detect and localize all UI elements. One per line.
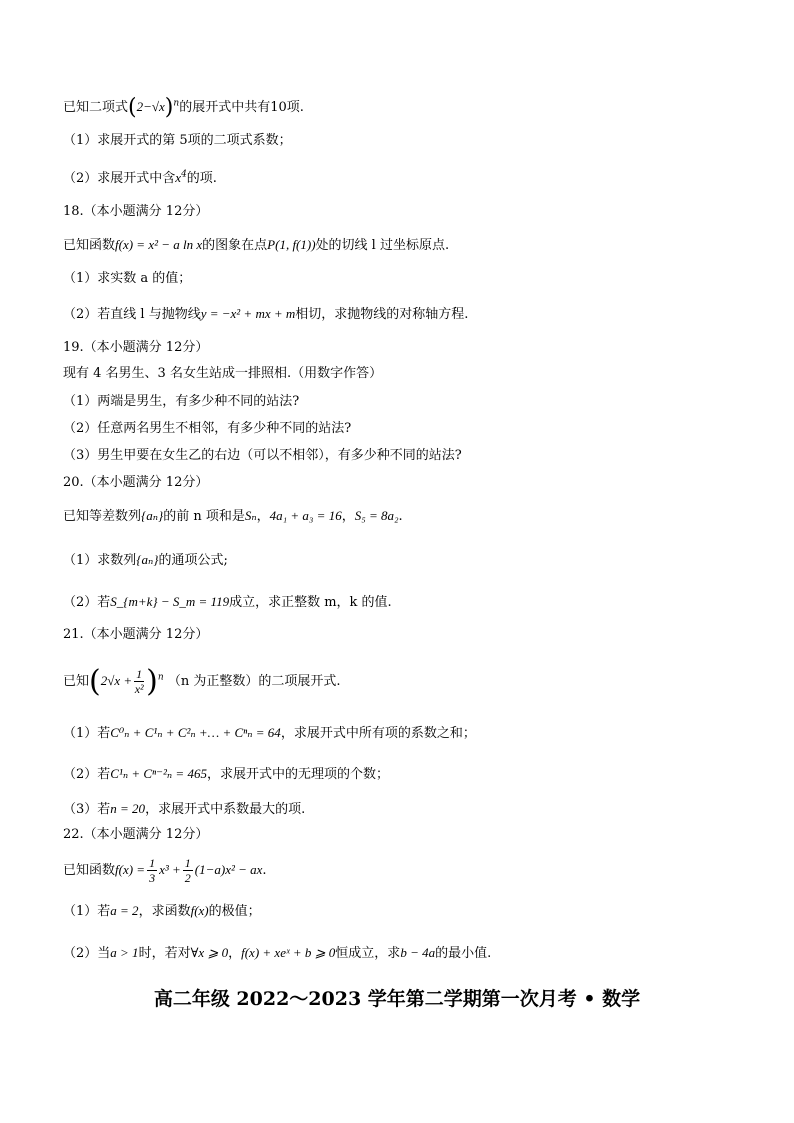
q22-part1-tail: 的极值；: [208, 904, 261, 919]
q20-part1-sequence: {aₙ}: [136, 552, 159, 567]
q18-part2-tail: 相切，求抛物线的对称轴方程.: [295, 307, 469, 322]
q22-fraction-2-num: 1: [184, 856, 191, 870]
q22-part2-text: （2）当: [63, 946, 111, 961]
q17-part2-text: （2）求展开式中含: [63, 171, 176, 186]
q21-part1-tail: ，求展开式中所有项的系数之和；: [280, 726, 476, 741]
q21-part3: [63, 800, 305, 819]
q21-exponent: n: [157, 672, 164, 683]
q18-header: 18.（本小题满分 12分）: [63, 204, 209, 219]
q21-combination-equation: C¹ₙ + Cⁿ⁻²ₙ = 465: [110, 766, 207, 781]
q22-part1-function: f(x): [190, 903, 209, 918]
q18-part1: （1）求实数 a 的值；: [63, 271, 192, 286]
q21-n-value: n = 20: [110, 801, 146, 816]
q17-part2: [63, 169, 217, 188]
q20-part1-tail: 的通项公式;: [158, 553, 228, 568]
q20-condition-1: 4a₁ + a₃ = 16: [269, 508, 342, 523]
q18-parabola: y = −x² + mx + m: [200, 306, 296, 321]
q17-intro-text: 已知二项式: [63, 100, 129, 115]
q21-binomial-left: 2√x +: [100, 673, 133, 688]
q22-part2: [63, 944, 491, 963]
q18-part2: [63, 305, 468, 324]
exam-footer-title: 高二年级 2022～2023 学年第二学期第一次月考 • 数学: [153, 988, 641, 1010]
q20-part2-tail: 成立，求正整数 m，k 的值.: [229, 595, 392, 610]
q20-intro: 已知等差数列{aₙ}的前 n 项和是Sₙ，4a₁ + a₃ = 16，S₅ = 8a₂.: [63, 508, 403, 524]
q17-term-exp: 4: [181, 169, 187, 180]
q22-fraction-2-den: 2: [184, 871, 191, 885]
q22-part1-text: （1）若: [63, 904, 111, 919]
q19-intro: 现有 4 名男生、3 名女生站成一排照相.（用数字作答）: [63, 366, 383, 381]
q21-intro-text: 已知: [63, 674, 90, 689]
q20-header: 20.（本小题满分 12分）: [63, 475, 209, 490]
q21-part2: [63, 765, 389, 784]
q21-header: 21.（本小题满分 12分）: [63, 627, 209, 642]
q22-forall: ∀x ⩾ 0: [190, 945, 229, 960]
q21-part1: [63, 724, 476, 743]
q18-part2-text: （2）若直线 l 与抛物线: [63, 307, 201, 322]
q21-part3-text: （3）若: [63, 802, 111, 817]
q17-part2-tail: 的项.: [186, 171, 217, 186]
q21-part2-tail: ，求展开式中的无理项的个数；: [206, 767, 389, 782]
q18-intro: [63, 236, 449, 255]
q22-fraction-1-num: 1: [149, 856, 156, 870]
q22-fraction-1: [147, 856, 157, 885]
q21-part1-text: （1）若: [63, 726, 111, 741]
q21-part2-text: （2）若: [63, 767, 111, 782]
q22-intro-text: 已知函数: [63, 863, 116, 878]
q22-part2-mid: 时，若对: [138, 946, 191, 961]
q20-part1: [63, 551, 228, 570]
q22-part2-mid2: 恒成立，求: [335, 946, 401, 961]
q20-part2-text: （2）若: [63, 595, 111, 610]
q17-binomial: 2−√x: [136, 99, 165, 114]
q22-inequality: f(x) + xeˣ + b ⩾ 0: [241, 945, 336, 960]
q18-intro-mid: 的图象在点: [202, 238, 268, 253]
q21-intro-tail: （n 为正整数）的二项展开式.: [167, 674, 341, 689]
q17-part1: （1）求展开式的第 5项的二项式系数；: [63, 133, 292, 148]
q18-function: f(x) = x² − a ln x: [115, 237, 203, 252]
q22-a-condition: a > 1: [110, 945, 139, 960]
q22-part1-mid: ，求函数: [138, 904, 191, 919]
q20-intro-text: 已知等差数列: [63, 509, 142, 524]
q18-intro-text: 已知函数: [63, 238, 116, 253]
q22-header: 22.（本小题满分 12分）: [63, 827, 209, 842]
q22-part1: [63, 902, 261, 921]
q17-intro-tail: 的展开式中共有10项.: [179, 100, 304, 115]
q22-function-tail: (1−a)x² − ax: [194, 862, 263, 877]
q18-intro-tail: 处的切线 l 过坐标原点.: [315, 238, 450, 253]
q19-part1: （1）两端是男生，有多少种不同的站法?: [63, 394, 300, 409]
q19-header: 19.（本小题满分 12分）: [63, 340, 209, 355]
q22-intro: [63, 855, 267, 886]
q21-part3-tail: ，求展开式中系数最大的项.: [145, 802, 306, 817]
q22-target-expr: b − 4a: [400, 945, 436, 960]
q21-fraction: [134, 667, 144, 696]
q22-function-mid: x³ +: [159, 862, 181, 877]
q22-function-lhs: f(x) =: [115, 862, 146, 877]
q20-sequence: {aₙ}: [141, 508, 164, 523]
q21-intro: 已知(2√x + $\frac{1}{\text{x²}}$ )$^n$ （n 为正整数）的二项展开式.: [63, 664, 341, 699]
q22-comma: ，: [228, 946, 242, 961]
q22-a-value: a = 2: [110, 903, 139, 918]
q17-exponent: n: [173, 98, 180, 109]
q20-part1-text: （1）求数列: [63, 553, 137, 568]
q20-part2: [63, 593, 392, 612]
q21-fraction-den: x²: [134, 682, 144, 696]
q19-part2: （2）任意两名男生不相邻，有多少种不同的站法?: [63, 421, 352, 436]
q20-condition-2: S₅ = 8a₂: [354, 508, 399, 523]
q22-intro-tail: .: [262, 863, 267, 878]
q17-term: x: [175, 170, 182, 185]
q21-fraction-num: 1: [136, 667, 143, 681]
q20-sum: Sₙ: [244, 508, 257, 523]
q22-fraction-1-den: 3: [149, 871, 156, 885]
q22-fraction-2: [183, 856, 193, 885]
q20-sum-equation: S_{m+k} − S_m = 119: [110, 594, 230, 609]
q17-intro: 已知二项式$(2-√x)^n$的展开式中共有10项.: [63, 95, 304, 120]
q19-part3: （3）男生甲要在女生乙的右边（可以不相邻），有多少种不同的站法?: [63, 448, 462, 463]
q21-combination-sum: C⁰ₙ + C¹ₙ + C²ₙ +… + Cⁿₙ = 64: [110, 725, 281, 740]
q22-part2-tail: 的最小值.: [435, 946, 492, 961]
q18-point: P(1, f(1)): [267, 237, 316, 252]
q20-intro-mid: 的前 n 项和是: [163, 509, 245, 524]
